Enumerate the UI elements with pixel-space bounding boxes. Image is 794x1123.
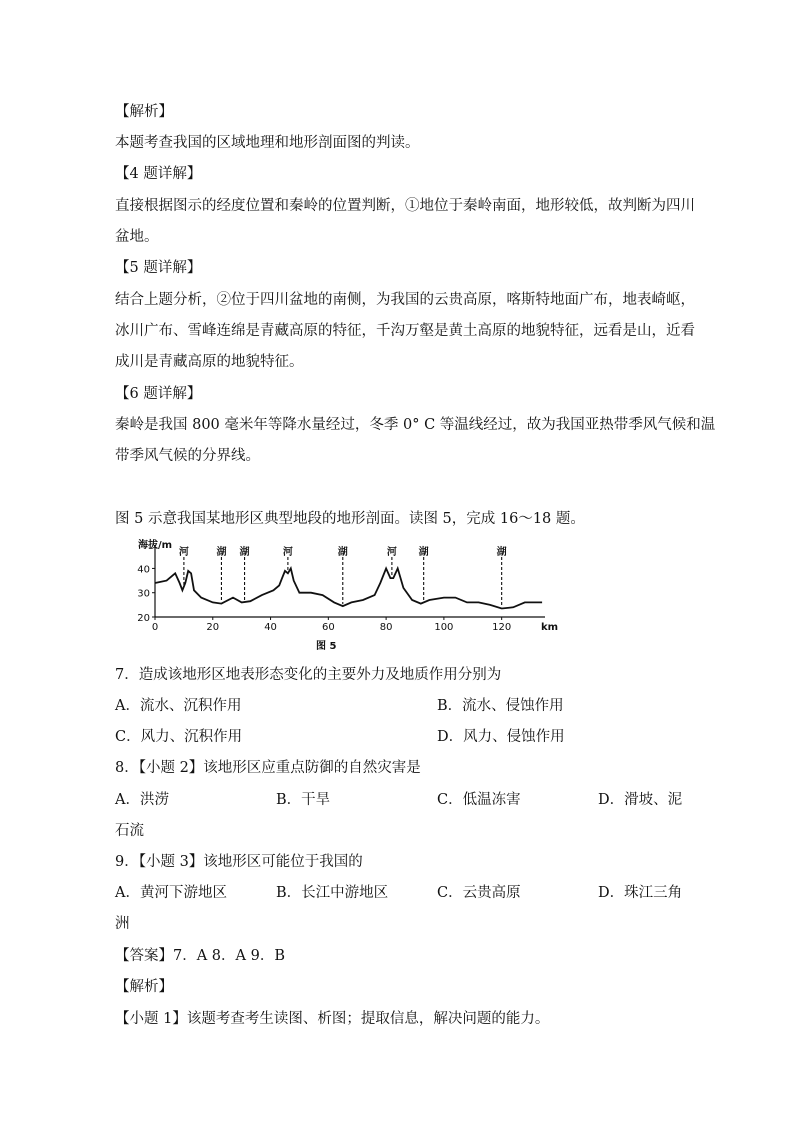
q6-text-line-1: 秦岭是我国 800 毫米年等降水量经过，冬季 0° C 等温线经过，故为我国亚热带季风气候和温 xyxy=(115,417,716,433)
y-tick-label: 30 xyxy=(137,588,150,600)
q5-text-line-1: 结合上题分析，②位于四川盆地的南侧，为我国的云贵高原，喀斯特地面广布，地表崎岖， xyxy=(115,292,695,308)
q5-heading: 【5 题详解】 xyxy=(115,260,202,276)
lake-label: 湖 xyxy=(496,547,507,558)
q9-option-d-continued: 洲 xyxy=(115,916,130,932)
q8-option-a: A．洪涝 xyxy=(115,792,169,808)
q9-option-b: B．长江中游地区 xyxy=(276,885,389,901)
x-tick-label: 40 xyxy=(264,622,277,633)
q8-option-c: C．低温冻害 xyxy=(437,792,521,808)
river-label: 河 xyxy=(178,547,189,558)
q8-option-b: B．干旱 xyxy=(276,792,331,808)
q7-stem: 7．造成该地形区地表形态变化的主要外力及地质作用分别为 xyxy=(115,667,502,683)
x-tick-label: 20 xyxy=(206,622,220,633)
figure-caption: 图 5 xyxy=(316,641,337,652)
q4-text-line-1: 直接根据图示的经度位置和秦岭的位置判断，①地位于秦岭南面，地形较低，故判断为四川 xyxy=(115,198,695,214)
figure-intro: 图 5 示意我国某地形区典型地段的地形剖面。读图 5，完成 16～18 题。 xyxy=(115,511,585,527)
x-tick-label: 100 xyxy=(434,622,454,633)
x-tick-label: 60 xyxy=(321,622,335,633)
sub-question-1-analysis: 【小题 1】该题考查考生读图、析图；提取信息，解决问题的能力。 xyxy=(115,1011,550,1027)
analysis-text: 本题考查我国的区域地理和地形剖面图的判读。 xyxy=(115,135,420,151)
x-axis-label: km xyxy=(541,622,559,633)
terrain-profile-line xyxy=(155,568,542,608)
q8-option-d-continued: 石流 xyxy=(115,823,144,839)
analysis-heading: 【解析】 xyxy=(115,104,173,120)
x-tick-label: 80 xyxy=(379,622,393,633)
q5-text-line-3: 成川是青藏高原的地貌特征。 xyxy=(115,354,304,370)
answer-line: 【答案】7．A 8．A 9．B xyxy=(115,948,285,964)
river-label: 河 xyxy=(386,547,397,558)
y-tick-label: 40 xyxy=(137,564,150,576)
q5-text-line-2: 冰川广布、雪峰连绵是青藏高原的特征，千沟万壑是黄土高原的地貌特征，远看是山，近看 xyxy=(115,323,695,339)
q7-option-c: C．风力、沉积作用 xyxy=(115,729,243,745)
terrain-profile-chart xyxy=(130,535,570,655)
river-label: 河 xyxy=(282,547,293,558)
lake-label: 湖 xyxy=(216,547,227,558)
q8-option-d: D．滑坡、泥 xyxy=(598,792,683,808)
lake-label: 湖 xyxy=(239,547,250,558)
y-axis-label: 海拔/m xyxy=(138,540,173,551)
lake-label: 湖 xyxy=(418,547,429,558)
q8-stem: 8．【小题 2】该地形区应重点防御的自然灾害是 xyxy=(115,760,421,776)
q6-heading: 【6 题详解】 xyxy=(115,386,202,402)
q4-heading: 【4 题详解】 xyxy=(115,166,202,182)
y-tick-label: 20 xyxy=(137,613,150,624)
q7-option-d: D．风力、侵蚀作用 xyxy=(437,729,565,745)
lake-label: 湖 xyxy=(337,547,348,558)
x-tick-label: 0 xyxy=(151,622,159,633)
q4-text-line-2: 盆地。 xyxy=(115,229,159,245)
q9-option-d: D．珠江三角 xyxy=(598,885,683,901)
q7-option-a: A．流水、沉积作用 xyxy=(115,698,242,714)
q7-option-b: B．流水、侵蚀作用 xyxy=(437,698,564,714)
x-tick-label: 120 xyxy=(492,622,512,633)
q9-option-a: A．黄河下游地区 xyxy=(115,885,227,901)
q9-option-c: C．云贵高原 xyxy=(437,885,521,901)
q9-stem: 9．【小题 3】该地形区可能位于我国的 xyxy=(115,854,363,870)
analysis-heading-2: 【解析】 xyxy=(115,979,173,995)
q6-text-line-2: 带季风气候的分界线。 xyxy=(115,448,260,464)
